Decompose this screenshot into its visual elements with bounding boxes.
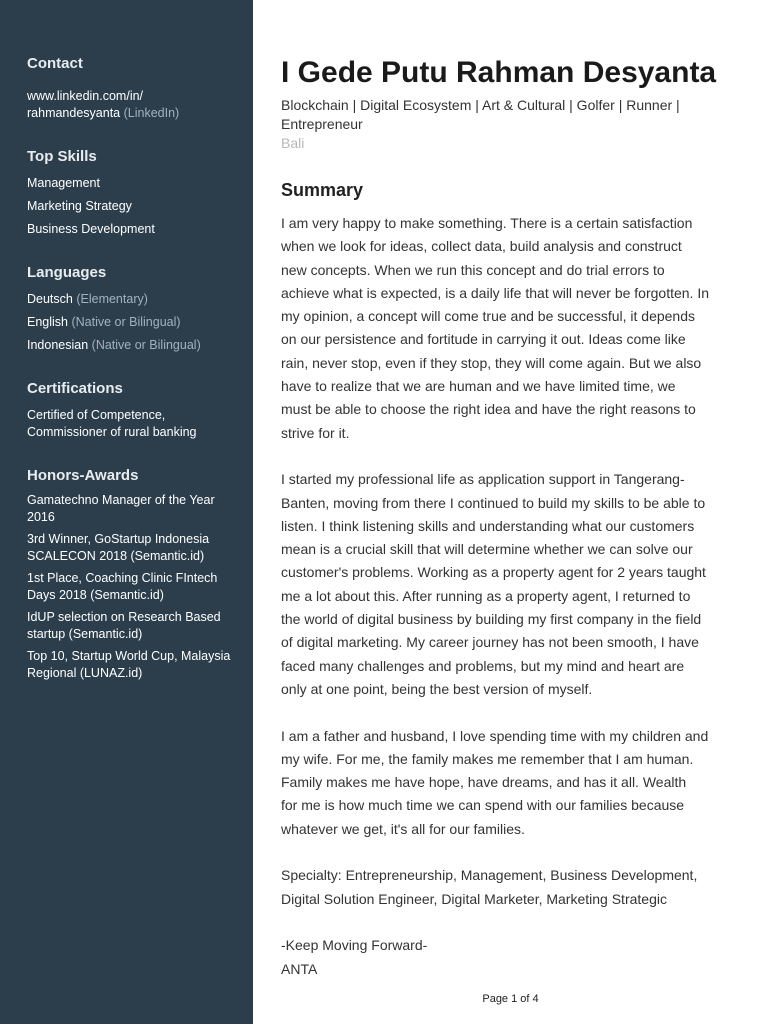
skill-item: Marketing Strategy [27,199,132,213]
summary-line: when we look for ideas, collect data, build analysis and construct [281,238,682,255]
language-level: (Elementary) [76,292,148,306]
summary-heading: Summary [281,180,364,200]
summary-line: only at one point, being the best version of myself. [281,680,593,697]
honor-line: Gamatechno Manager of the Year [27,493,215,507]
sidebar [0,0,253,1024]
profile-location: Bali [281,135,305,151]
summary-line: -Keep Moving Forward- [281,937,428,954]
honor-line: 2016 [27,510,55,524]
honor-line: Regional (LUNAZ.id) [27,666,143,680]
summary-line: I started my professional life as application support in Tangerang- [281,471,685,488]
summary-line: me a lot about this. After running as a property agent, I returned to [281,587,691,604]
profile-headline [281,96,743,134]
summary-line: the world of digital business by building my first company in the field [281,611,702,628]
skill-item: Management [27,176,100,190]
summary-line: must be able to choose the right idea and have the right reasons to [281,401,696,418]
honor-line: startup (Semantic.id) [27,627,143,641]
contact-section [27,54,247,122]
honor-line: 1st Place, Coaching Clinic FIntech [27,571,218,585]
motto-paragraph [281,934,743,981]
honor-line: SCALECON 2018 (Semantic.id) [27,549,205,563]
linkedin-tag: (LinkedIn) [123,106,180,120]
headline-line: Blockchain | Digital Ecosystem | Art & Cultural | Golfer | Runner | [281,97,680,113]
summary-line: of digital marketing. My career journey has not been smooth, I have [281,634,699,651]
summary-line: strive for it. [281,424,350,441]
summary-line: Digital Solution Engineer, Digital Marketer, Marketing Strategic [281,890,667,907]
language-level: (Native or Bilingual) [91,338,201,352]
language-level: (Native or Bilingual) [71,315,181,329]
summary-line: listen. I think listening skills and understanding what our customers [281,517,695,534]
honor-item [27,570,247,604]
language-item [27,314,247,331]
summary-line: Banten, moving from there I continued to build my skills to be able to [281,494,706,511]
specialty-paragraph [281,864,743,911]
summary-line: have to realize that we are human and we have limited time, we [281,378,676,395]
summary-line: new concepts. When we run this concept and do trial errors to [281,261,665,278]
skills-section [27,147,247,238]
summary-line: Family makes me have hope, have dreams, and has it all. Wealth [281,774,687,791]
linkedin-url-line2: rahmandesyanta [27,106,121,120]
summary-line: achieve what is expected, is a daily life that will never be forgotten. In [281,284,710,301]
summary-line: rain, never stop, even if they stop, they will come again. But we also [281,354,702,371]
summary-body [281,212,743,981]
main-content [281,54,743,981]
summary-line: on our persistence and fortitude in carrying it out. Ideas come like [281,331,686,348]
skills-heading: Top Skills [27,148,97,165]
honor-item [27,609,247,643]
honor-item [27,648,247,682]
profile-name: I Gede Putu Rahman Desyanta [281,56,717,89]
languages-section [27,263,247,354]
language-name: Indonesian [27,338,89,352]
sidebar-content [27,54,247,682]
contact-heading: Contact [27,55,83,72]
language-item [27,291,247,308]
linkedin-url-line1: www.linkedin.com/in/ [27,89,144,103]
honor-item [27,531,247,565]
honor-line: Days 2018 (Semantic.id) [27,588,164,602]
honor-item [27,492,247,526]
honors-section [27,466,247,682]
summary-line: for me is how much time we can spend with our families because [281,797,685,814]
summary-line: my opinion, a concept will come true and be successful, it depends [281,308,696,325]
summary-line: I am a father and husband, I love spending time with my children and [281,727,709,744]
honors-heading: Honors-Awards [27,467,139,484]
headline-line: Entrepreneur [281,116,363,132]
honor-line: 3rd Winner, GoStartup Indonesia [27,532,210,546]
summary-line: ANTA [281,960,318,977]
summary-paragraph [281,725,743,841]
summary-paragraph [281,212,743,445]
honor-line: IdUP selection on Research Based [27,610,221,624]
summary-line: my wife. For me, the family makes me remember that I am human. [281,750,694,767]
certifications-section [27,379,247,441]
skill-item: Business Development [27,222,155,236]
certification-line: Certified of Competence, [27,408,166,422]
summary-line: faced many challenges and problems, but my mind and heart are [281,657,685,674]
summary-line: customer's problems. Working as a property agent for 2 years taught [281,564,706,581]
language-name: Deutsch [27,292,73,306]
summary-line: mean is a crucial skill that will determine whether we can solve our [281,541,693,558]
certification-item [27,407,247,441]
linkedin-link[interactable] [27,88,247,122]
summary-line: Specialty: Entrepreneurship, Management, Business Development, [281,867,698,884]
honor-line: Top 10, Startup World Cup, Malaysia [27,649,231,663]
summary-line: whatever we get, it's all for our families. [281,820,525,837]
summary-paragraph [281,468,743,701]
page-number: Page 1 of 4 [482,993,539,1005]
language-name: English [27,315,68,329]
certifications-heading: Certifications [27,380,123,397]
languages-heading: Languages [27,264,107,281]
summary-line: I am very happy to make something. There is a certain satisfaction [281,215,693,231]
language-item [27,337,247,354]
certification-line: Commissioner of rural banking [27,425,197,439]
